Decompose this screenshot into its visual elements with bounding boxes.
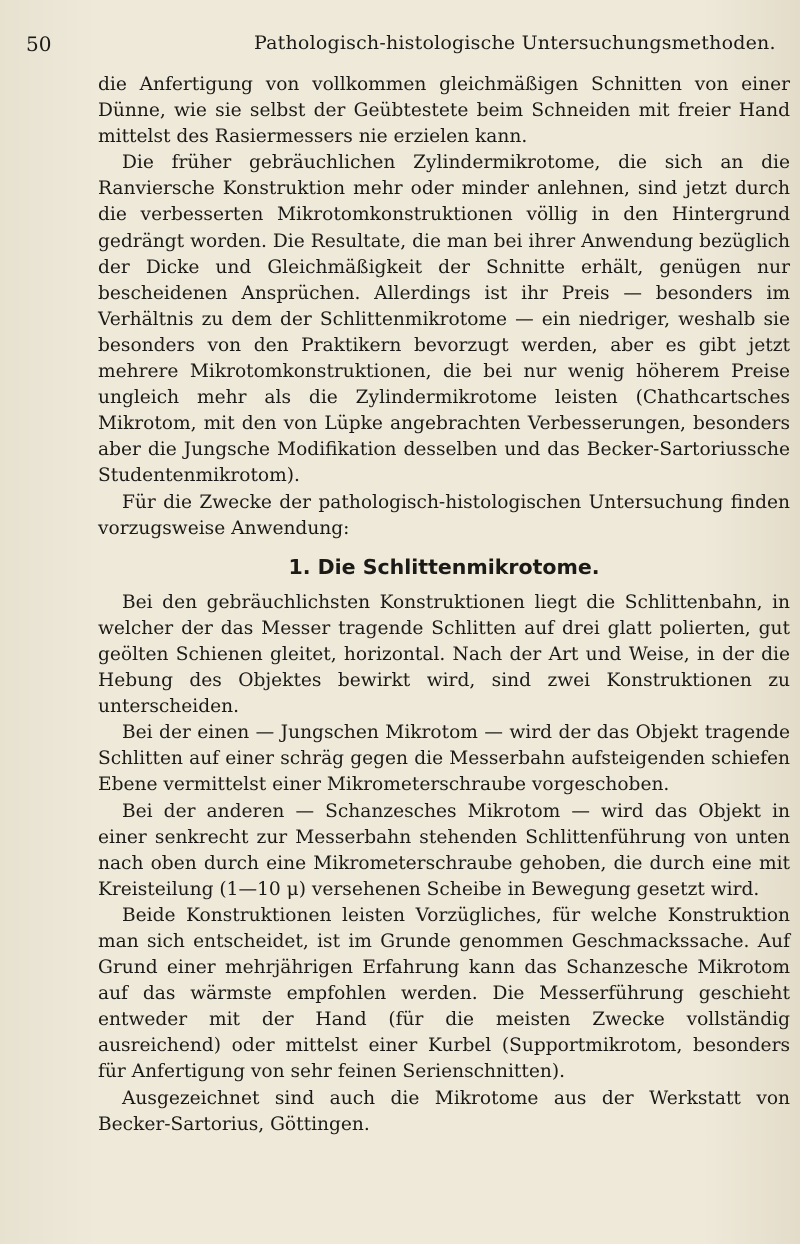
page-number: 50: [26, 32, 52, 56]
paragraph: Die früher gebräuchlichen Zylindermikrotome, die sich an die Ranviersche Konstruktion mehr oder minder anlehnen, sind jetzt durch die verbesserten Mikrotomkonstruktionen völlig in den Hintergrund gedrängt worden. Die Resultate, die man bei ihrer Anwendung bezüglich der Dicke und Gleichmäßigkeit der Schnitte erhält, genügen nur bescheidenen Ansprüchen. Allerdings ist ihr Preis — besonders im Verhältnis zu dem der Schlittenmikrotome — ein niedriger, weshalb sie besonders von den Praktikern bevorzugt werden, aber es gibt jetzt mehrere Mikrotomkonstruktionen, die bei nur wenig höherem Preise ungleich mehr als die Zylindermikrotome leisten (Chathcartsches Mikrotom, mit den von Lüpke angebrachten Verbesserungen, besonders aber die Jungsche Modifikation desselben und das Becker-Sartoriussche Studentenmikrotom).: [98, 152, 790, 487]
paragraph: Bei der einen — Jungschen Mikrotom — wird der das Objekt tragende Schlitten auf einer schräg gegen die Messerbahn aufsteigenden schiefen Ebene vermittelst einer Mikrometerschraube vorgeschoben.: [98, 722, 790, 796]
paragraph: Bei den gebräuchlichsten Konstruktionen liegt die Schlittenbahn, in welcher der das Messer tragende Schlitten auf drei glatt polierten, gut geölten Schienen gleitet, horizontal. Nach der Art und Weise, in der die Hebung des Objektes bewirkt wird, sind zwei Konstruktionen zu unterscheiden.: [98, 591, 790, 718]
paragraph: die Anfertigung von vollkommen gleichmäßigen Schnitten von einer Dünne, wie sie selbst der Geübtestete beim Schneiden mit freier Hand mittelst des Rasiermessers nie erzielen kann.: [98, 74, 790, 148]
paragraph: Bei der anderen — Schanzesches Mikrotom — wird das Objekt in einer senkrecht zur Messerbahn stehenden Schlittenführung von unten nach oben durch eine Mikrometerschraube gehoben, die durch eine mit Kreisteilung (1—10 μ) versehenen Scheibe in Bewegung gesetzt wird.: [98, 800, 790, 900]
paragraph: Ausgezeichnet sind auch die Mikrotome aus der Werkstatt von Becker-Sartorius, Göttingen.: [98, 1087, 790, 1135]
paragraph: Für die Zwecke der pathologisch-histologischen Untersuchung finden vorzugsweise Anwendung:: [98, 491, 790, 539]
running-head: Pathologisch-histologische Untersuchungsmethoden.: [254, 32, 776, 54]
section-heading: 1. Die Schlittenmikrotome.: [288, 554, 600, 579]
paragraph: Beide Konstruktionen leisten Vorzügliches, für welche Konstruktion man sich entscheidet, ist im Grunde genommen Geschmackssache. Auf Grund einer mehrjährigen Erfahrung kann das Schanzesche Mikrotom auf das wärmste empfohlen werden. Die Messerführung geschieht entweder mit der Hand (für die meisten Zwecke vollständig ausreichend) oder mittelst einer Kurbel (Supportmikrotom, besonders für Anfertigung von sehr feinen Serienschnitten).: [98, 904, 790, 1083]
body-text: [98, 72, 790, 1138]
